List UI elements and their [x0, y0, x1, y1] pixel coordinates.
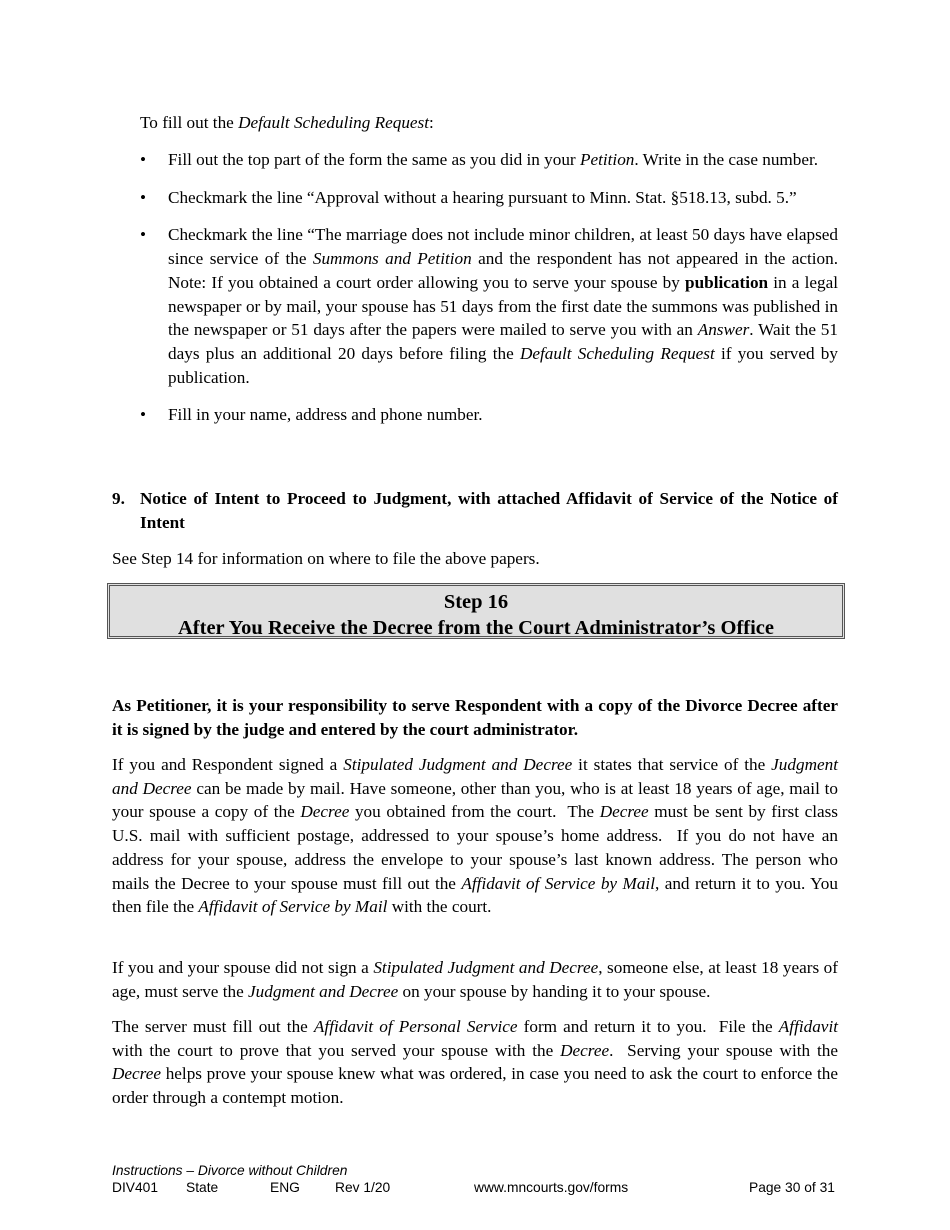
responsibility-paragraph: As Petitioner, it is your responsibility to serve Respondent with a copy of the Divorce Decree after it is signed by the judge and entered by the court administrator.: [112, 696, 838, 739]
item-text: Notice of Intent to Proceed to Judgment, with attached Affidavit of Service of the Notice of Intent: [140, 489, 838, 532]
instruction-list: [140, 148, 838, 441]
numbered-item-9: [112, 487, 838, 534]
step-heading-box: [107, 583, 845, 639]
intro-line: To fill out the Default Scheduling Request:: [140, 113, 434, 132]
footer-language: ENG: [270, 1180, 300, 1195]
list-item: • Fill out the top part of the form the same as you did in your Petition. Write in the case number.: [140, 148, 838, 172]
footer-title: Instructions – Divorce without Children: [112, 1163, 348, 1178]
list-item: • Fill in your name, address and phone number.: [140, 403, 838, 427]
footer-form-id: DIV401: [112, 1180, 159, 1195]
footer-jurisdiction: State: [186, 1180, 219, 1195]
item-number: 9.: [112, 489, 125, 508]
list-item: • Checkmark the line “The marriage does not include minor children, at least 50 days have elapsed since service of the Summons and Petition and the respondent has not appeared in the action. Note: If you obtained a court order allowing you to serve your spouse by publication in a legal newspaper or by mail, your spouse has 51 days from the first date the summons was published in the newspaper or 51 days after the papers were mailed to serve you with an Answer. Wait the 51 days plus an additional 20 days before filing the Default Scheduling Request if you served by publication.: [140, 223, 838, 389]
server-affidavit-paragraph: The server must fill out the Affidavit of Personal Service form and return it to you. File the Affidavit with the court to prove that you served your spouse with the Decree. Serving your spouse with the Decree helps prove your spouse knew what was ordered, in case you need to ask the court to enforce the order through a contempt motion.: [112, 1017, 838, 1108]
page-footer: [112, 1162, 838, 1196]
step-title: After You Receive the Decree from the Court Administrator’s Office: [177, 617, 774, 639]
mail-service-paragraph: If you and Respondent signed a Stipulated Judgment and Decree it states that service of the Judgment and Decree can be made by mail. Have someone, other than you, who is at least 18 years of age, mail to your spouse a copy of the Decree you obtained from the court. The Decree must be sent by first class U.S. mail with sufficient postage, addressed to your spouse’s home address. If you do not have an address for your spouse, address the envelope to your spouse’s last known address. The person who mails the Decree to your spouse must fill out the Affidavit of Service by Mail, and return it to you. You then file the Affidavit of Service by Mail with the court.: [112, 755, 838, 917]
see-step-note: See Step 14 for information on where to file the above papers.: [112, 549, 540, 568]
footer-page-number: Page 30 of 31: [749, 1180, 835, 1195]
step-number: Step 16: [443, 591, 509, 613]
list-item: • Checkmark the line “Approval without a hearing pursuant to Minn. Stat. §518.13, subd. 5.”: [140, 186, 838, 210]
footer-url: www.mncourts.gov/forms: [474, 1180, 629, 1195]
personal-service-paragraph: If you and your spouse did not sign a Stipulated Judgment and Decree, someone else, at least 18 years of age, must serve the Judgment and Decree on your spouse by handing it to your spouse.: [112, 958, 838, 1001]
footer-revision: Rev 1/20: [335, 1180, 391, 1195]
